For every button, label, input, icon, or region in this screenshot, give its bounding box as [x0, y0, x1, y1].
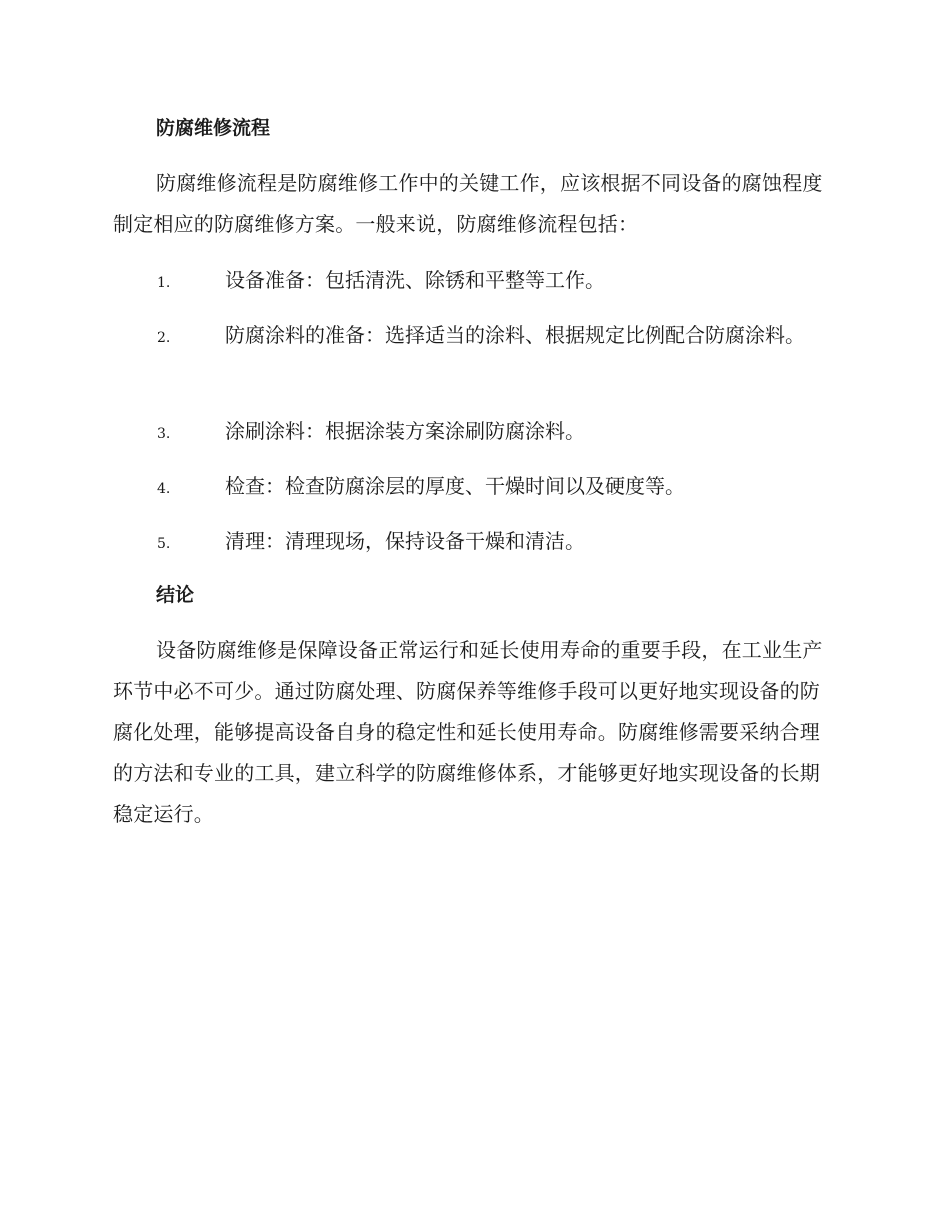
list-item — [113, 521, 833, 565]
list-item-text: 清理：清理现场，保持设备干燥和清洁。 — [225, 529, 585, 553]
section-heading-conclusion: 结论 — [156, 584, 195, 606]
list-number: 2. — [157, 330, 171, 346]
list-item-text: 防腐涂料的准备：选择适当的涂料、根据规定比例配合防腐涂料。 — [225, 323, 805, 347]
list-item-text: 设备准备：包括清洗、除锈和平整等工作。 — [225, 268, 605, 292]
conclusion-paragraph: 设备防腐维修是保障设备正常运行和延长使用寿命的重要手段，在工业生产环节中必不可少。通过防腐处理、防腐保养等维修手段可以更好地实现设备的防腐化处理，能够提高设备自身的稳定性和延长使用寿命。防腐维修需要采纳合理的方法和专业的工具，建立科学的防腐维修体系，才能够更好地实现设备的长期稳定运行。 — [113, 638, 823, 826]
list-item-text: 检查：检查防腐涂层的厚度、干燥时间以及硬度等。 — [225, 474, 685, 498]
intro-paragraph: 防腐维修流程是防腐维修工作中的关键工作，应该根据不同设备的腐蚀程度制定相应的防腐维修方案。一般来说，防腐维修流程包括： — [113, 171, 823, 236]
list-item — [113, 411, 833, 455]
list-number: 3. — [157, 426, 171, 442]
list-item — [113, 315, 833, 359]
list-number: 4. — [157, 481, 171, 497]
list-item — [113, 260, 833, 304]
list-number: 1. — [157, 275, 171, 291]
section-heading-maintenance-process: 防腐维修流程 — [156, 117, 271, 139]
list-item — [113, 466, 833, 510]
list-number: 5. — [157, 536, 171, 552]
list-item-text: 涂刷涂料：根据涂装方案涂刷防腐涂料。 — [225, 419, 585, 443]
